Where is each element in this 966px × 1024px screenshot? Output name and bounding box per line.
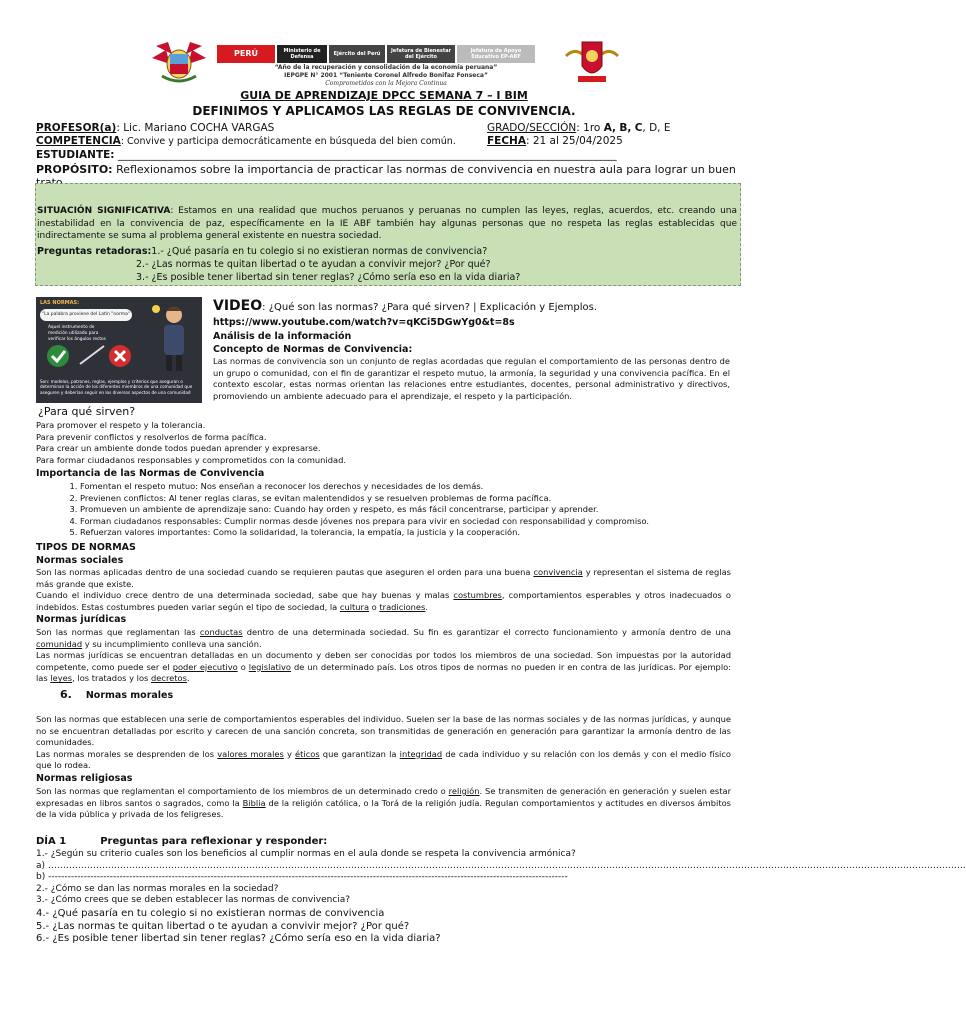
pregunta-3: 3.- ¿Es posible tener libertad sin tener reglas? ¿Cómo sería eso en la vida diaria?: [136, 272, 521, 283]
religiosas-heading: Normas religiosas: [36, 773, 133, 784]
peru-coat-of-arms: [148, 40, 210, 84]
preguntas-retadoras: [37, 245, 520, 284]
img-bubble: "La palabra proviene del Latín "norma": [40, 309, 132, 321]
profesor-value: : Lic. Mariano COCHA VARGAS: [116, 122, 275, 134]
text-run: y su incumplimiento conlleva una sanción.: [82, 638, 262, 649]
morales-title: Normas morales: [85, 690, 174, 701]
institution-bar: [216, 44, 536, 64]
link-cultura[interactable]: cultura: [339, 601, 370, 612]
importancia-heading: Importancia de las Normas de Convivencia: [36, 468, 265, 479]
school-slogan: Comprometidos con la Mejora Continua: [325, 80, 447, 87]
juridicas-text: [36, 627, 731, 685]
text-run: Las normas jurídicas se encuentran detalladas en un documento y deben ser conocidas por todos los miembros de una sociedad. Son impuestas por la autoridad competente, como puede ser el: [36, 650, 731, 672]
grado-line: [487, 122, 670, 135]
school-name: IEPGPE N° 2001 “Teniente Coronel Alfredo Bonifaz Fonseca”: [284, 72, 488, 79]
fecha-line: [487, 135, 623, 148]
dia-heading: [36, 836, 327, 847]
question-2: 2.- ¿Cómo se dan las normas morales en la sociedad?: [36, 883, 279, 894]
grado-label: GRADO/SECCIÓN: [487, 122, 577, 134]
text-run: de la religión católica, o la Torá de la religión judía. Regulan comportamientos y actitudes en diversos ámbitos de la vida pública y privada de los feligreses.: [36, 797, 731, 820]
video-line: [213, 298, 597, 314]
link-comunidad[interactable]: comunidad: [36, 638, 83, 649]
competencia-line: [36, 135, 456, 148]
text-run: . Se transmiten de generación en generación y suelen estar expresadas en libros santos o sagrados, como la: [36, 786, 731, 808]
img-desc: Aquel instrumento de medición utilizado para verificar los ángulos rectos: [48, 325, 106, 342]
pregunta-1: 1.- ¿Qué pasaría en tu colegio si no existieran normas de convivencia?: [151, 246, 488, 257]
religiosas-text: [36, 786, 731, 821]
text-run: que garantizan la: [319, 748, 400, 759]
dia-title: Preguntas para reflexionar y responder:: [100, 836, 328, 847]
morales-p1: Son las normas que establecen una serie de comportamientos esperables del individuo. Suelen ser la base de las normas sociales y de las normas jurídicas, y aunque no se encuentran detalladas por escrito y carecen de una sanción concreta, son transmitidas de generación en generación para garantizar la armonía dentro de las comunidades.: [36, 714, 731, 748]
para-que-item: Para prevenir conflictos y resolverlos de forma pacífica.: [36, 431, 267, 442]
importancia-item: 3. Promueven un ambiente de aprendizaje sano: Cuando hay orden y respeto, es más fácil concentrarse, participar y aprender.: [80, 504, 736, 516]
profesor-line: [36, 122, 274, 135]
normas-infographic: [36, 297, 202, 403]
para-que-item: Para promover el respeto y la tolerancia.: [36, 420, 206, 430]
para-que-list: [36, 420, 346, 466]
morales-number: 6.: [60, 688, 72, 701]
link-eticos[interactable]: éticos: [295, 748, 320, 759]
preguntas-label: Preguntas retadoras:: [37, 246, 152, 257]
bar-ejercito: Ejército del Perú: [328, 44, 386, 64]
pregunta-2: 2.- ¿Las normas te quitan libertad o te ayudan a convivir mejor? ¿Por qué?: [136, 259, 491, 270]
question-6: 6.- ¿Es posible tener libertad sin tener reglas? ¿Cómo sería eso en la vida diaria?: [36, 933, 441, 944]
para-que-item: Para formar ciudadanos responsables y comprometidos con la comunidad.: [36, 454, 346, 465]
grado-value: : 1ro: [576, 122, 601, 134]
grado-b: B,: [619, 122, 632, 134]
proposito-value: Reflexionamos sobre la importancia de practicar las normas de convivencia en nuestra aula para lograr un buen: [116, 163, 736, 176]
para-que-heading: ¿Para qué sirven?: [38, 405, 136, 418]
teacher-figure-icon: [150, 303, 198, 373]
link-tradiciones[interactable]: tradiciones: [379, 601, 426, 612]
concepto-heading: Concepto de Normas de Convivencia:: [213, 344, 413, 355]
text-run: Las normas morales se desprenden de los: [36, 748, 218, 759]
juridicas-p1: [36, 627, 731, 650]
estudiante-line: [36, 149, 736, 162]
sociales-p1: [36, 567, 731, 590]
answer-a-line[interactable]: a) ………………………………………………………………………………………………………………………………………………………………………………………………………………………………………………………………………………: [36, 860, 966, 871]
text-run: o: [237, 661, 249, 672]
morales-heading: [60, 688, 173, 701]
bar-ministerio: Ministerio de Defensa: [276, 44, 328, 64]
page-title: GUIA DE APRENDIZAJE DPCC SEMANA 7 – I BIM: [240, 89, 528, 102]
tipos-heading: TIPOS DE NORMAS: [36, 542, 136, 553]
juridicas-heading: Normas jurídicas: [36, 614, 127, 625]
question-3: 3.- ¿Cómo crees que se deben establecer las normas de convivencia?: [36, 895, 351, 905]
school-shield-icon: [564, 38, 620, 86]
link-religion[interactable]: religión: [448, 786, 480, 796]
text-run: , los tratados y los: [72, 673, 152, 684]
link-poder-ejecutivo[interactable]: poder ejecutivo: [172, 661, 238, 672]
sociales-p2: [36, 590, 731, 613]
competencia-value: : Convive y participa democráticamente en búsqueda del bien común.: [120, 136, 456, 147]
text-run: .: [425, 601, 428, 612]
link-costumbres[interactable]: costumbres: [453, 590, 502, 601]
sociales-heading: Normas sociales: [36, 555, 124, 566]
text-run: Son las normas que reglamentan las: [36, 627, 200, 637]
profesor-label: PROFESOR(a): [36, 122, 117, 134]
link-convivencia[interactable]: convivencia: [533, 567, 583, 577]
question-1: 1.- ¿Según su criterio cuales son los beneficios al cumplir normas en el aula donde se respeta la convivencia armónica?: [36, 849, 576, 859]
text-run: o: [369, 601, 380, 612]
text-run: Son las normas que reglamentan el comportamiento de los miembros de un determinado credo o: [36, 786, 449, 796]
analisis-heading: Análisis de la información: [213, 331, 352, 342]
importancia-list: [36, 481, 736, 539]
link-decretos[interactable]: decretos: [151, 673, 187, 684]
situacion-text: [37, 205, 737, 243]
para-que-item: Para crear un ambiente donde todos puedan aprender y expresarse.: [36, 443, 321, 454]
text-run: Cuando el individuo crece dentro de una determinada sociedad, sabe que hay buenas y malas: [36, 590, 454, 601]
link-valores-morales[interactable]: valores morales: [217, 748, 284, 759]
link-leyes[interactable]: leyes: [50, 673, 73, 684]
link-legislativo[interactable]: legislativo: [248, 661, 292, 672]
grado-a: A,: [603, 122, 616, 134]
img-bottom-text: Son: modelos, patrones, reglas, ejemplos y criterios que aseguran o determinan la acción de los diferentes miembros de una comunidad que aseguren y deberían seguir en los diversos aspectos de una comunidad: [40, 379, 193, 395]
concepto-text: Las normas de convivencia son un conjunto de reglas acordadas que regulan el comportamiento de las personas dentro de un grupo o comunidad, con el fin de garantizar el respeto mutuo, la armonía, la seguridad y una convivencia pacífica. En el contexto escolar, estas normas orientan las relaciones entre estudiantes, docentes, personal administrativo y directivos, promoviendo un ambiente adecuado para el aprendizaje, el respeto y la participación.: [213, 356, 730, 401]
question-5: 5.- ¿Las normas te quitan libertad o te ayudan a convivir mejor? ¿Por qué?: [36, 920, 410, 932]
text-run: y representan el sistema de reglas más grande que existe.: [36, 567, 731, 589]
text-run: y: [283, 748, 296, 759]
importancia-item: 1. Fomentan el respeto mutuo: Nos enseñan a reconocer los derechos y necesidades de los demás.: [80, 481, 736, 493]
dia-label: DÍA 1: [36, 836, 67, 847]
morales-text: [36, 714, 731, 772]
video-url[interactable]: https://www.youtube.com/watch?v=qKCi5DGwYg0&t=8s: [213, 317, 515, 328]
question-4: 4.- ¿Qué pasaría en tu colegio si no existieran normas de convivencia: [36, 908, 385, 919]
proposito-label: PROPÓSITO:: [36, 163, 113, 176]
link-conductas[interactable]: conductas: [199, 627, 243, 637]
situacion-body: : Estamos en una realidad que muchos peruanos y peruanas no cumplen las leyes, reglas, acuerdos, etc. creando una inestabilidad en la convivencia de paz, específicamente en la IE ABF también hay algunas personas que no respeta las reglas establecidas que indirectamente se suma al problema general existente en nuestra sociedad.: [37, 206, 737, 241]
fecha-label: FECHA: [487, 135, 526, 147]
grado-rest: , D, E: [642, 122, 671, 134]
link-integridad[interactable]: integridad: [399, 748, 443, 759]
video-title: : ¿Qué son las normas? ¿Para qué sirven? | Explicación y Ejemplos.: [262, 302, 598, 313]
link-biblia[interactable]: Biblia: [242, 797, 266, 808]
situacion-label: SITUACIÓN SIGNIFICATIVA: [37, 206, 171, 216]
grado-c: C: [634, 122, 643, 134]
text-run: de cada individuo y su relación con los demás y con el medio físico que lo rodea.: [36, 748, 731, 771]
bar-peru: PERÚ: [216, 44, 276, 64]
text-run: dentro de una determinada sociedad. Su fin es garantizar el correcto funcionamiento y armonía dentro de una: [242, 627, 731, 637]
sociales-text: [36, 567, 731, 613]
text-run: de un determinado país. Los otros tipos de normas no pueden ir en contra de las jurídicas. Por ejemplo: las: [36, 661, 731, 684]
importancia-item: 5. Refuerzan valores importantes: Como la solidaridad, la tolerancia, la empatía, la justicia y la cooperación.: [80, 527, 736, 539]
text-run: .: [186, 673, 190, 684]
fecha-value: : 21 al 25/04/2025: [525, 135, 623, 147]
estudiante-label: ESTUDIANTE:: [36, 149, 115, 161]
video-label: VIDEO: [213, 298, 263, 314]
juridicas-p2: [36, 650, 731, 685]
check-cross-icon: [44, 342, 140, 370]
bar-apoyo: Jefatura de Apoyo Educativo EP-ABF: [456, 44, 536, 64]
img-title: LAS NORMAS:: [40, 300, 80, 306]
morales-p2: [36, 749, 731, 772]
dia-questions-large: [36, 908, 736, 946]
dia-questions: [36, 849, 966, 907]
text-run: Son las normas aplicadas dentro de una sociedad cuando se requieren pautas que aseguren el orden para una buena: [36, 567, 534, 577]
bar-bienestar: Jefatura de Bienestar del Ejército: [386, 44, 456, 64]
importancia-item: 4. Forman ciudadanos responsables: Cumplir normas desde jóvenes nos prepara para vivir en sociedad con responsabilidad y compromiso.: [80, 516, 736, 528]
answer-b-line[interactable]: b) ----------------------------------------------------------------------------------------------------------------------------------------------------------------: [36, 872, 568, 882]
importancia-item: 2. Previenen conflictos: Al tener reglas claras, se evitan malentendidos y se resuelven problemas de forma pacífica.: [80, 493, 736, 505]
text-run: , comportamientos esperables y otros inadecuados o indebidos. Estas costumbres pueden variar según el tipo de sociedad, la: [36, 590, 731, 612]
year-motto: “Año de la recuperación y consolidación de la economía peruana”: [274, 64, 498, 71]
competencia-label: COMPETENCIA: [36, 135, 121, 147]
page-subtitle: DEFINIMOS Y APLICAMOS LAS REGLAS DE CONVIVENCIA.: [192, 104, 576, 118]
estudiante-blank[interactable]: _______________________________________________________________________________________________: [117, 149, 617, 161]
